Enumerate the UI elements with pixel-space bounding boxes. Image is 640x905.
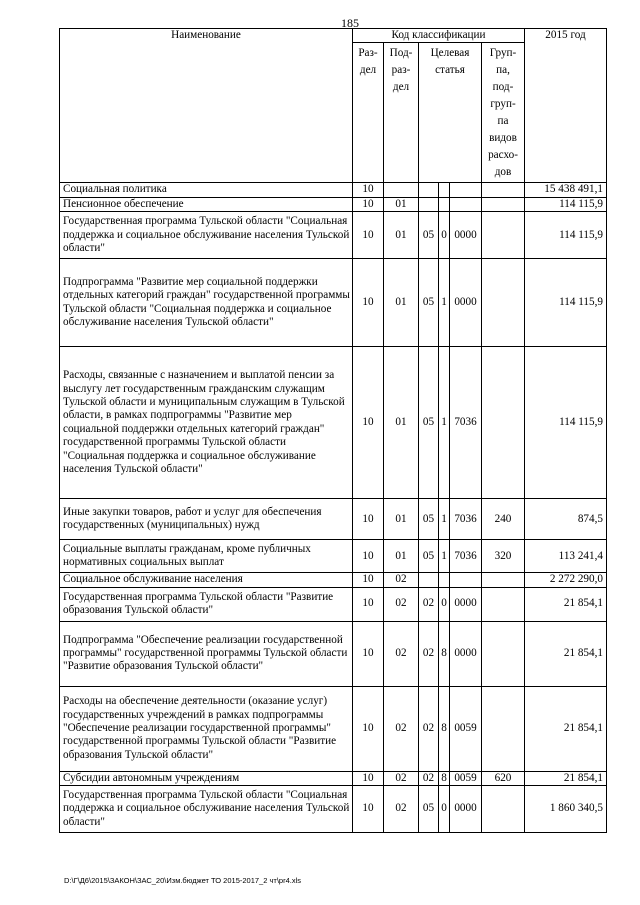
cell-c2: 8: [439, 771, 450, 785]
cell-c1: [419, 573, 439, 587]
cell-rz: 10: [353, 786, 384, 833]
cell-c3: 7036: [450, 540, 482, 573]
cell-c3: 0000: [450, 786, 482, 833]
cell-pr: 01: [384, 197, 419, 211]
cell-sum: 114 115,9: [525, 347, 607, 499]
cell-rz: 10: [353, 573, 384, 587]
table-row: [60, 771, 607, 785]
table-row: [60, 621, 607, 686]
cell-name: Государственная программа Тульской области "Развитие образования Тульской области": [60, 587, 353, 621]
cell-c3: [450, 183, 482, 197]
cell-sum: 15 438 491,1: [525, 183, 607, 197]
cell-sum: 2 272 290,0: [525, 573, 607, 587]
cell-pr: 01: [384, 212, 419, 259]
cell-c3: 0000: [450, 212, 482, 259]
cell-pr: 01: [384, 259, 419, 347]
cell-rz: 10: [353, 197, 384, 211]
table-row: [60, 499, 607, 540]
cell-c2: 8: [439, 621, 450, 686]
cell-name: Подпрограмма "Развитие мер социальной поддержки отдельных категорий граждан" государственной программы Тульской области "Социальная поддержка и социальное обслуживание населения Тульской области": [60, 259, 353, 347]
cell-vr: [482, 197, 525, 211]
cell-c1: 05: [419, 499, 439, 540]
table-row: [60, 786, 607, 833]
cell-sum: 113 241,4: [525, 540, 607, 573]
table-row: [60, 587, 607, 621]
cell-vr: [482, 686, 525, 771]
cell-c1: 05: [419, 786, 439, 833]
cell-pr: 02: [384, 573, 419, 587]
table-row: [60, 183, 607, 197]
cell-c2: 1: [439, 347, 450, 499]
cell-c3: 7036: [450, 499, 482, 540]
cell-name: Государственная программа Тульской области "Социальная поддержка и социальное обслуживание населения Тульской области": [60, 786, 353, 833]
cell-pr: 02: [384, 686, 419, 771]
header-podrazdel: Под- раз- дел: [384, 43, 419, 183]
table-row: [60, 573, 607, 587]
cell-vr: [482, 259, 525, 347]
cell-rz: 10: [353, 686, 384, 771]
cell-rz: 10: [353, 183, 384, 197]
cell-c1: [419, 197, 439, 211]
cell-rz: 10: [353, 540, 384, 573]
cell-pr: [384, 183, 419, 197]
cell-c3: [450, 573, 482, 587]
cell-c1: 02: [419, 771, 439, 785]
cell-vr: 320: [482, 540, 525, 573]
cell-rz: 10: [353, 499, 384, 540]
cell-sum: 21 854,1: [525, 621, 607, 686]
cell-rz: 10: [353, 212, 384, 259]
cell-vr: [482, 212, 525, 259]
cell-pr: 01: [384, 347, 419, 499]
budget-table: [59, 28, 607, 833]
cell-name: Государственная программа Тульской области "Социальная поддержка и социальное обслуживание населения Тульской области": [60, 212, 353, 259]
cell-name: Социальная политика: [60, 183, 353, 197]
file-path-footer: D:\Г\Д6\2015\ЗАКОН\ЗАС_20\Изм.бюджет ТО 2015-2017_2 чт\pr4.xls: [64, 876, 301, 885]
table-row: [60, 540, 607, 573]
cell-name: Социальное обслуживание населения: [60, 573, 353, 587]
cell-c1: 05: [419, 540, 439, 573]
cell-c2: [439, 197, 450, 211]
cell-vr: [482, 786, 525, 833]
cell-rz: 10: [353, 621, 384, 686]
table-row: [60, 347, 607, 499]
cell-c1: 05: [419, 212, 439, 259]
cell-name: Расходы на обеспечение деятельности (оказание услуг) государственных учреждений в рамках подпрограммы "Обеспечение реализации государственной программы" государственной программы Тульской области "Развитие образования Тульской области": [60, 686, 353, 771]
cell-rz: 10: [353, 347, 384, 499]
cell-c3: 0059: [450, 771, 482, 785]
cell-rz: 10: [353, 771, 384, 785]
cell-sum: 21 854,1: [525, 771, 607, 785]
cell-pr: 02: [384, 587, 419, 621]
cell-pr: 01: [384, 540, 419, 573]
cell-c3: 0000: [450, 621, 482, 686]
cell-c3: 0059: [450, 686, 482, 771]
cell-pr: 02: [384, 771, 419, 785]
cell-pr: 02: [384, 786, 419, 833]
cell-c1: 05: [419, 347, 439, 499]
cell-c2: 0: [439, 786, 450, 833]
cell-c2: 1: [439, 499, 450, 540]
header-razdel: Раз- дел: [353, 43, 384, 183]
cell-rz: 10: [353, 587, 384, 621]
cell-vr: [482, 573, 525, 587]
cell-c3: 0000: [450, 587, 482, 621]
cell-c1: [419, 183, 439, 197]
cell-name: Иные закупки товаров, работ и услуг для обеспечения государственных (муниципальных) нужд: [60, 499, 353, 540]
header-group: Груп- па, под- груп- па видов расхо- дов: [482, 43, 525, 183]
table-row: [60, 212, 607, 259]
cell-c2: 0: [439, 587, 450, 621]
cell-c2: 1: [439, 259, 450, 347]
cell-sum: 1 860 340,5: [525, 786, 607, 833]
cell-name: Подпрограмма "Обеспечение реализации государственной программы" государственной программы Тульской области "Развитие образования Тульской области": [60, 621, 353, 686]
cell-vr: [482, 183, 525, 197]
cell-c2: 1: [439, 540, 450, 573]
cell-vr: 620: [482, 771, 525, 785]
cell-c2: 0: [439, 212, 450, 259]
cell-c1: 02: [419, 621, 439, 686]
table-row: [60, 259, 607, 347]
cell-c1: 02: [419, 686, 439, 771]
cell-c3: 7036: [450, 347, 482, 499]
cell-pr: 01: [384, 499, 419, 540]
cell-name: Расходы, связанные с назначением и выплатой пенсии за выслугу лет государственным гражданским служащим Тульской области и муниципальным служащим в Тульской области, в рамках подпрограммы "Развитие мер социальной поддержки отдельных категорий граждан" государственной программы Тульской области "Социальная поддержка и социальное обслуживание населения Тульской области": [60, 347, 353, 499]
cell-vr: [482, 347, 525, 499]
cell-sum: 874,5: [525, 499, 607, 540]
cell-c2: [439, 573, 450, 587]
page-number: 185: [341, 16, 359, 30]
cell-c3: [450, 197, 482, 211]
cell-c1: 05: [419, 259, 439, 347]
cell-sum: 114 115,9: [525, 212, 607, 259]
table-row: [60, 197, 607, 211]
cell-c2: [439, 183, 450, 197]
cell-vr: [482, 587, 525, 621]
table-row: [60, 686, 607, 771]
cell-pr: 02: [384, 621, 419, 686]
header-code: Код классификации: [353, 29, 525, 43]
cell-rz: 10: [353, 259, 384, 347]
cell-sum: 114 115,9: [525, 197, 607, 211]
cell-vr: 240: [482, 499, 525, 540]
cell-name: Субсидии автономным учреждениям: [60, 771, 353, 785]
header-year: 2015 год: [525, 29, 607, 183]
cell-c3: 0000: [450, 259, 482, 347]
cell-c1: 02: [419, 587, 439, 621]
cell-vr: [482, 621, 525, 686]
cell-name: Пенсионное обеспечение: [60, 197, 353, 211]
cell-c2: 8: [439, 686, 450, 771]
header-target: Целевая статья: [419, 43, 482, 183]
cell-name: Социальные выплаты гражданам, кроме публичных нормативных социальных выплат: [60, 540, 353, 573]
cell-sum: 21 854,1: [525, 686, 607, 771]
cell-sum: 21 854,1: [525, 587, 607, 621]
header-name: Наименование: [60, 29, 353, 183]
cell-sum: 114 115,9: [525, 259, 607, 347]
